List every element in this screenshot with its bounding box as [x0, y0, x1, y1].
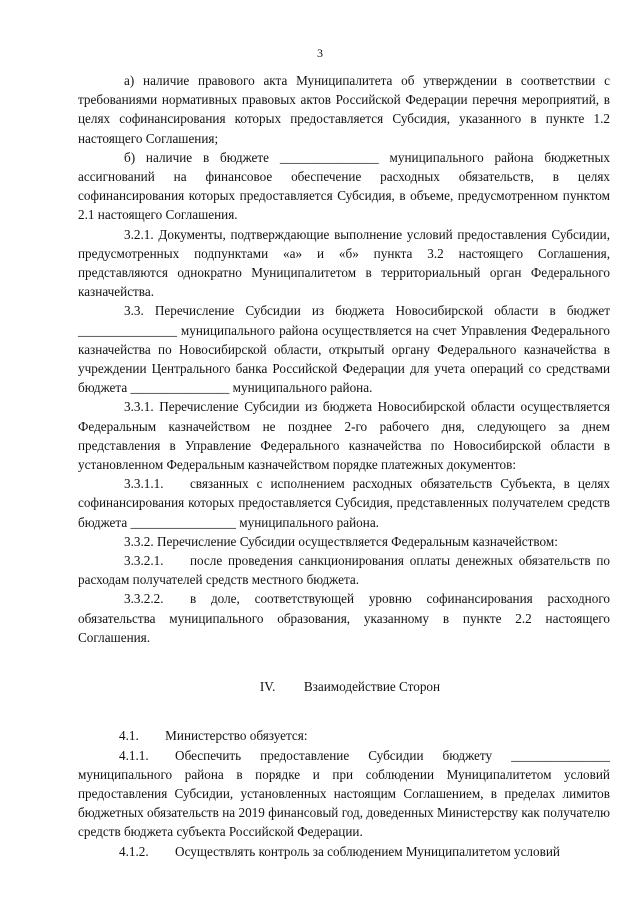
section-title: Взаимодействие Сторон	[303, 679, 441, 695]
document-body	[78, 71, 610, 861]
section-heading	[78, 677, 610, 696]
spacer	[78, 696, 610, 726]
paragraph-3-3-1-1: 3.3.1.1. связанных с исполнением расходных обязательств Субъекта, в целях софинансирования которых предоставляется Субсидия, представленных получателем средств бюджета ________________ муниципального района.	[78, 476, 610, 530]
paragraph-3-3-2: 3.3.2. Перечисление Субсидии осуществляется Федеральным казначейством:	[124, 533, 558, 549]
item-4-1: 4.1. Министерство обязуется:	[119, 728, 308, 744]
paragraph-3-3-1: 3.3.1. Перечисление Субсидии из бюджета Новосибирской области осуществляется Федеральным казначейством не позднее 2-го рабочего дня, следующего за днем представления в Управление Федерального казначейства по Новосибирской области в установленном Федеральным казначейством порядке платежных документов:	[78, 399, 610, 473]
paragraph-3-3: 3.3. Перечисление Субсидии из бюджета Новосибирской области в бюджет _______________ муниципального района осуществляется на счет Управления Федерального казначейства по Новосибирской области, открытый органу Федерального казначейства в учреждении Центрального банка Российской Федерации для учета операций со средствами бюджета _______________ муниципального района.	[78, 303, 610, 396]
section-number: IV.	[259, 679, 276, 695]
spacer	[78, 647, 610, 677]
paragraph-a: а) наличие правового акта Муниципалитета об утверждении в соответствии с требованиями нормативных правовых актов Российской Федерации перечня мероприятий, в целях софинансирования которых предоставляется Субсидия, указанного в пункте 1.2 настоящего Соглашения;	[78, 73, 610, 146]
item-4-1-1: 4.1.1. Обеспечить предоставление Субсидии бюджету _______________ муниципального района в порядке и при соблюдении Муниципалитетом условий предоставления Субсидии, установленных настоящим Соглашением, в пределах лимитов бюджетных обязательств на 2019 финансовый год, доведенных Министерству как получателю средств бюджета субъекта Российской Федерации.	[78, 747, 610, 840]
page-number: 3	[317, 46, 323, 60]
paragraph-3-3-2-2: 3.3.2.2. в доле, соответствующей уровню софинансирования расходного обязательства муниципального образования, указанному в пункте 2.2 настоящего Соглашения.	[78, 591, 610, 645]
paragraph-b: б) наличие в бюджете _______________ муниципального района бюджетных ассигнований на финансовое обеспечение расходных обязательств, в целях софинансирования которых предоставляется Субсидия, в объеме, предусмотренном пунктом 2.1 настоящего Соглашения.	[78, 149, 610, 223]
paragraph-3-2-1: 3.2.1. Документы, подтверждающие выполнение условий предоставления Субсидии, предусмотренных подпунктами «а» и «б» пункта 3.2 настоящего Соглашения, представляются однократно Муниципалитетом в территориальный орган Федерального казначейства.	[78, 226, 610, 300]
item-4-1-2: 4.1.2. Осуществлять контроль за соблюдением Муниципалитетом условий	[119, 843, 560, 859]
paragraph-3-3-2-1: 3.3.2.1. после проведения санкционирования оплаты денежных обязательств по расходам получателей средств местного бюджета.	[78, 553, 610, 588]
